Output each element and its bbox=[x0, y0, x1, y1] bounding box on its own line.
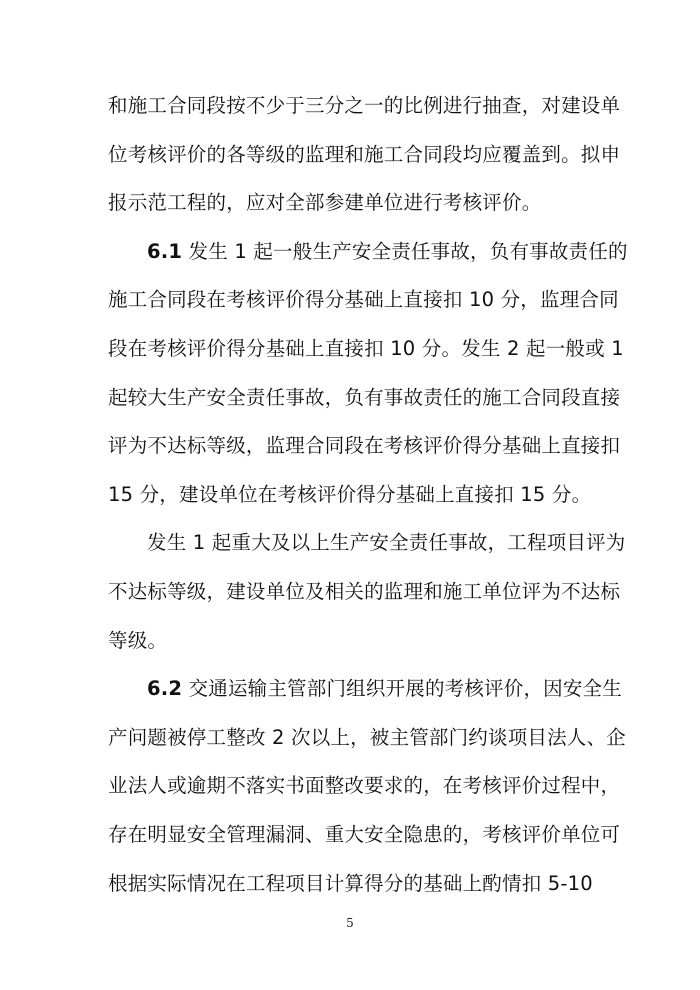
text-line: 不达标等级，建设单位及相关的监理和施工单位评为不达标 bbox=[108, 579, 621, 603]
paragraph-major-accident bbox=[108, 519, 626, 665]
paragraph-6-1 bbox=[108, 228, 628, 520]
paragraph-6-2 bbox=[108, 665, 626, 908]
text-line: 等级。 bbox=[108, 628, 168, 652]
text-fragment: 交通运输主管部门组织开展的考核评价，因安全生 bbox=[182, 677, 622, 701]
text-line: 起较大生产安全责任事故，负有事故责任的施工合同段直接 bbox=[108, 385, 621, 409]
text-line: 施工合同段在考核评价得分基础上直接扣 10 分，监理合同 bbox=[108, 288, 619, 312]
text-line: 15 分，建设单位在考核评价得分基础上直接扣 15 分。 bbox=[108, 482, 592, 506]
text-line: 根据实际情况在工程项目计算得分的基础上酌情扣 5-10 bbox=[108, 871, 593, 895]
text-line: 段在考核评价得分基础上直接扣 10 分。发生 2 起一般或 1 bbox=[108, 336, 624, 360]
text-line: 位考核评价的各等级的监理和施工合同段均应覆盖到。拟申 bbox=[108, 142, 621, 166]
paragraph-intro bbox=[108, 82, 621, 228]
text-line bbox=[108, 228, 628, 277]
section-number: 6.1 bbox=[147, 239, 183, 263]
text-line: 存在明显安全管理漏洞、重大安全隐患的，考核评价单位可 bbox=[108, 822, 621, 846]
text-line: 产问题被停工整改 2 次以上，被主管部门约谈项目法人、企 bbox=[108, 725, 626, 749]
section-number: 6.2 bbox=[147, 677, 183, 701]
text-line: 发生 1 起重大及以上生产安全责任事故，工程项目评为 bbox=[147, 531, 626, 555]
body-text bbox=[108, 82, 628, 908]
text-line: 报示范工程的，应对全部参建单位进行考核评价。 bbox=[108, 191, 542, 215]
text-line: 和施工合同段按不少于三分之一的比例进行抽查，对建设单 bbox=[108, 94, 621, 117]
page-number: 5 bbox=[346, 916, 354, 930]
text-fragment: 发生 1 起一般生产安全责任事故，负有事故责任的 bbox=[182, 239, 628, 263]
text-line: 业法人或逾期不落实书面整改要求的，在考核评价过程中， bbox=[108, 774, 621, 798]
text-line: 评为不达标等级，监理合同段在考核评价得分基础上直接扣 bbox=[108, 434, 621, 458]
text-line bbox=[108, 665, 622, 714]
